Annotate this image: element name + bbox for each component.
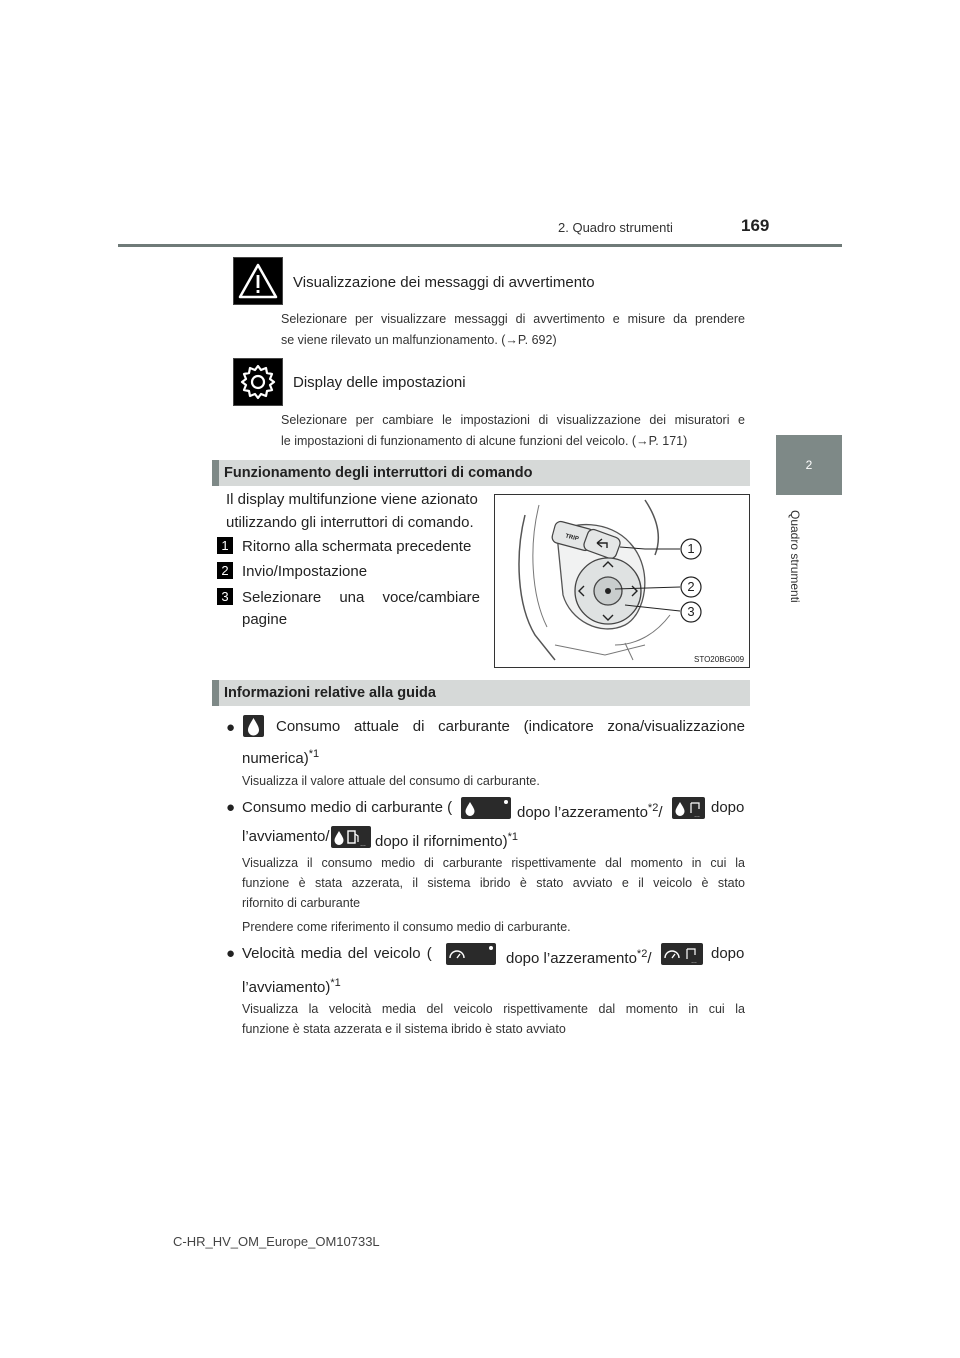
bullet-text: dopo	[711, 945, 745, 962]
intro-line: Il display multifunzione viene azionato	[226, 491, 478, 508]
trip-button-label: TRIP	[564, 533, 580, 543]
item-desc-line: Selezionare per cambiare le impostazioni di visualizzazione dei misuratori e	[281, 413, 745, 427]
speed-avg-start-icon	[661, 943, 703, 965]
figure-callout-3: 3	[687, 604, 695, 619]
speed-avg-reset-icon	[446, 943, 496, 965]
bullet-text: numerica)$^{*1}$	[242, 748, 320, 767]
bullet-text: Velocità media del veicolo (	[242, 945, 432, 962]
item-title-warning-messages: Visualizzazione dei messaggi di avvertimento	[293, 274, 595, 291]
step-number-badge: 1	[217, 537, 233, 554]
item-desc-line: Selezionare per visualizzare messaggi di avvertimento e misure da prendere	[281, 312, 745, 326]
bullet-text: dopo il rifornimento)$^{*1}$	[375, 831, 518, 850]
step-number-badge: 2	[217, 562, 233, 579]
section-heading-control-switches: Funzionamento degli interruttori di comando	[224, 465, 533, 481]
footnote-ref: *1	[308, 748, 320, 760]
bullet-text: dopo	[711, 799, 745, 816]
warning-icon	[233, 257, 283, 305]
bullet-dot: ●	[226, 719, 236, 736]
chapter-tab: 2	[776, 435, 842, 495]
footnote-ref: *1	[330, 977, 341, 989]
bullet-text: l’avviamento)$^{*1}$	[242, 977, 341, 996]
footnote-ref: *2	[636, 948, 648, 960]
svg-text:…: …	[691, 959, 697, 965]
step-text: Ritorno alla schermata precedente	[242, 538, 472, 555]
bullet-text: Consumo medio di carburante (	[242, 799, 453, 816]
chapter-tab-label: Quadro strumenti	[788, 510, 802, 603]
document-code: C-HR_HV_OM_Europe_OM10733L	[173, 1234, 380, 1249]
item-desc-line: le impostazioni di funzionamento di alcune funzioni del veicolo. (→P. 171)	[281, 434, 688, 448]
fuel-avg-start-icon	[672, 797, 705, 819]
step-number-badge: 3	[217, 588, 233, 605]
bullet-desc: rifornito di carburante	[242, 896, 361, 910]
header-rule	[118, 244, 842, 247]
bullet-desc: Visualizza la velocità media del veicolo rispettivamente dal momento in cui la	[242, 1002, 745, 1016]
fuel-avg-refuel-icon	[331, 826, 371, 848]
item-desc-line: se viene rilevato un malfunzionamento. (→P. 692)	[281, 333, 557, 347]
running-header-section: 2. Quadro strumenti	[558, 220, 673, 235]
bullet-text: Consumo attuale di carburante (indicatore zona/visualizzazione	[276, 718, 745, 735]
footnote-ref: *2	[647, 802, 659, 814]
bullet-desc: Visualizza il consumo medio di carburante rispettivamente dal momento in cui la	[242, 856, 745, 870]
section-heading-bar	[212, 680, 750, 706]
footnote-ref: *1	[507, 831, 518, 843]
bullet-text: l’avviamento/	[242, 828, 330, 845]
bullet-dot: ●	[226, 799, 236, 816]
svg-text:…: …	[360, 842, 366, 848]
section-heading-bar	[212, 460, 750, 486]
bullet-desc: funzione è stata azzerata e il sistema ibrido è stato avviato	[242, 1022, 566, 1036]
step-text: Selezionare una voce/cambiare	[242, 589, 480, 606]
bullet-text: dopo l’azzeramento$^{*2}$/	[506, 948, 652, 967]
bullet-desc: Visualizza il valore attuale del consumo di carburante.	[242, 774, 540, 788]
figure-callout-2: 2	[687, 579, 695, 594]
bullet-dot: ●	[226, 945, 236, 962]
intro-line: utilizzando gli interruttori di comando.	[226, 514, 474, 531]
svg-text:…: …	[694, 813, 700, 819]
bullet-desc: funzione è stata azzerata, il sistema ibrido è stato avviato e il veicolo è stato	[242, 876, 745, 890]
fuel-avg-reset-icon	[461, 797, 511, 819]
page-number: 169	[741, 216, 770, 235]
step-text: pagine	[242, 611, 288, 628]
step-text: Invio/Impostazione	[242, 563, 368, 580]
item-title-settings-display: Display delle impostazioni	[293, 374, 466, 391]
bullet-text: dopo l’azzeramento$^{*2}$/	[517, 802, 663, 821]
bullet-desc: Prendere come riferimento il consumo medio di carburante.	[242, 920, 571, 934]
figure-code: STO20BG009	[694, 655, 745, 664]
section-heading-driving-info: Informazioni relative alla guida	[224, 685, 436, 701]
steering-switch-figure	[494, 494, 750, 668]
figure-callout-1: 1	[687, 541, 695, 556]
gear-icon	[233, 358, 283, 406]
fuel-drop-icon	[243, 715, 264, 737]
